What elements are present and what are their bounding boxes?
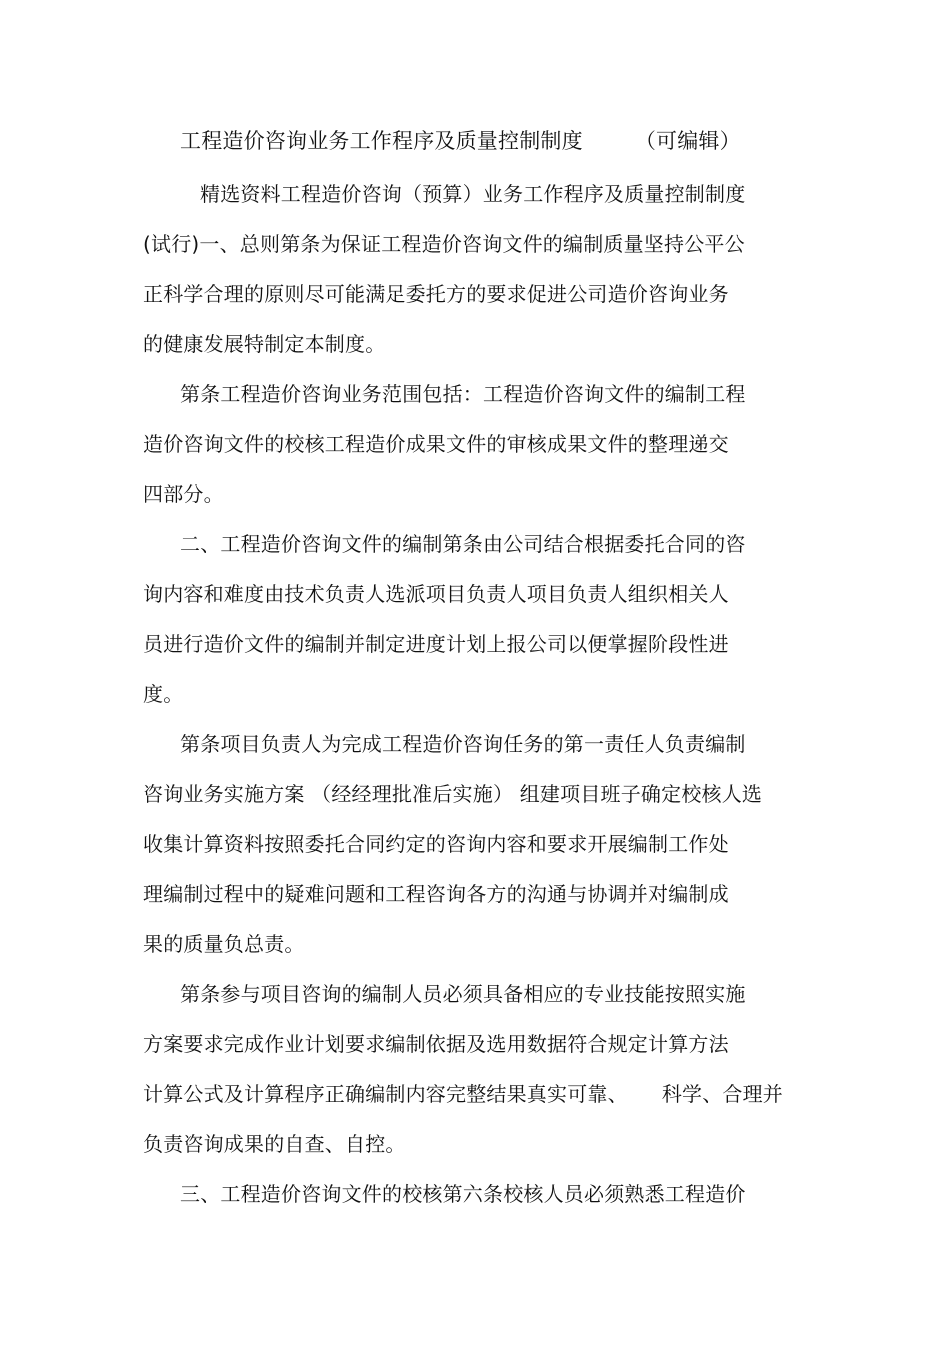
paragraph-line: 询内容和难度由技术负责人选派项目负责人项目负责人组织相关人 [143, 582, 729, 606]
paragraph-line: 果的质量负总责。 [143, 932, 305, 956]
paragraph-line: 度。 [143, 682, 184, 706]
paragraph-line: 员进行造价文件的编制并制定进度计划上报公司以便掌握阶段性进 [143, 632, 729, 656]
paragraph-line: 第条参与项目咨询的编制人员必须具备相应的专业技能按照实施 [180, 982, 746, 1006]
paragraph-line: 的健康发展特制定本制度。 [143, 332, 386, 356]
document-title-suffix: （可编辑） [634, 129, 741, 153]
paragraph-segment: 科学、合理并 [661, 1082, 784, 1106]
paragraph-line: 二、工程造价咨询文件的编制第条由公司结合根据委托合同的咨 [180, 532, 746, 556]
paragraph-line-split [143, 1080, 783, 1108]
paragraph-line: 三、工程造价咨询文件的校核第六条校核人员必须熟悉工程造价 [180, 1182, 746, 1206]
document-title-line [180, 127, 741, 155]
paragraph-line: 四部分。 [143, 482, 224, 506]
paragraph-line: 造价咨询文件的校核工程造价成果文件的审核成果文件的整理递交 [143, 432, 729, 456]
paragraph-line: 理编制过程中的疑难问题和工程咨询各方的沟通与协调并对编制成 [143, 882, 729, 906]
paragraph-line: 第条项目负责人为完成工程造价咨询任务的第一责任人负责编制 [180, 732, 746, 756]
document-title: 工程造价咨询业务工作程序及质量控制制度 [180, 129, 583, 153]
paragraph-line: 负责咨询成果的自查、自控。 [143, 1132, 406, 1156]
paragraph-line: 精选资料工程造价咨询（预算）业务工作程序及质量控制制度 [200, 182, 746, 206]
paragraph-line: (试行)一、总则第条为保证工程造价咨询文件的编制质量坚持公平公 [143, 232, 745, 256]
paragraph-line: 收集计算资料按照委托合同约定的咨询内容和要求开展编制工作处 [143, 832, 729, 856]
paragraph-line: 第条工程造价咨询业务范围包括：工程造价咨询文件的编制工程 [180, 382, 746, 406]
paragraph-segment: 计算公式及计算程序正确编制内容完整结果真实可靠、 [143, 1082, 628, 1106]
paragraph-line: 咨询业务实施方案 （经经理批准后实施） 组建项目班子确定校核人选 [143, 782, 763, 806]
paragraph-line: 正科学合理的原则尽可能满足委托方的要求促进公司造价咨询业务 [143, 282, 729, 306]
paragraph-line: 方案要求完成作业计划要求编制依据及选用数据符合规定计算方法 [143, 1032, 729, 1056]
